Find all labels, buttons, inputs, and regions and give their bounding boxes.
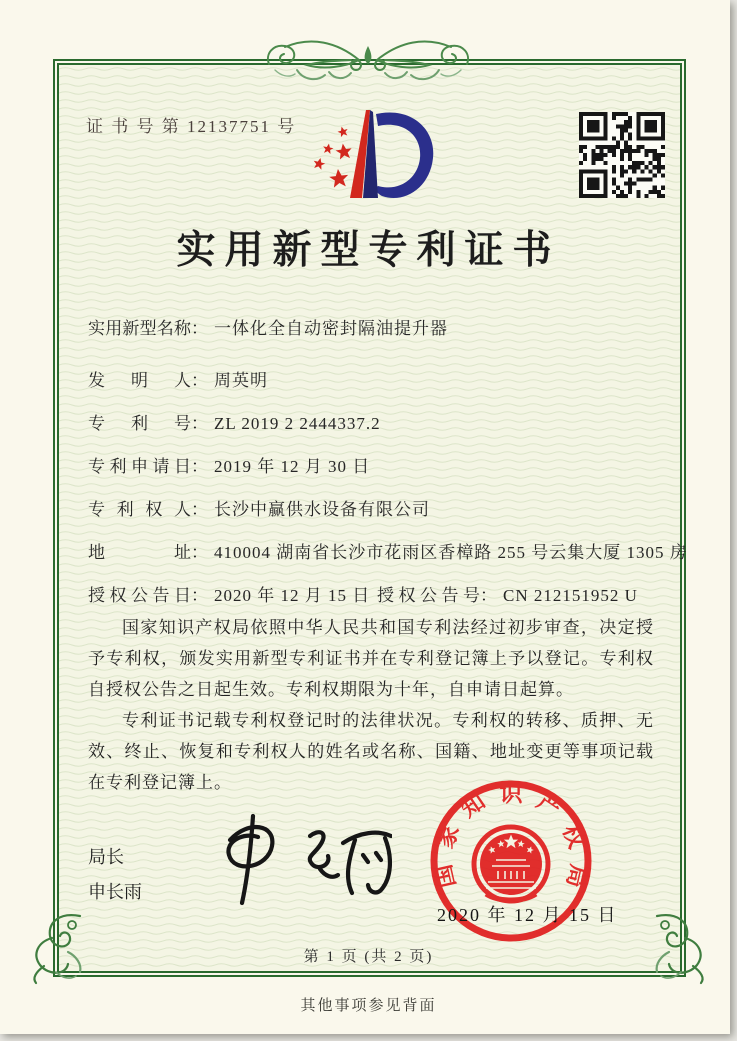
field-value: 2020 年 12 月 15 日 [214,586,371,605]
colon: ： [191,457,208,476]
field-row-utility-model-name [88,314,663,338]
field-row-patentee [88,495,663,519]
colon: ： [191,319,208,338]
colon: ： [191,586,208,605]
back-side-note: 其他事项参见背面 [300,998,437,1014]
director-block [88,840,142,910]
field-label: 专利申请日 [88,457,191,476]
field-row-address [88,538,688,562]
field-value: 一体化全自动密封隔油提升器 [214,319,448,338]
national-emblem-icon [474,827,548,901]
field-value: CN 212151952 U [503,586,638,605]
field-label: 实用新型名称 [88,319,191,338]
field-label: 授权公告日 [88,586,191,605]
certificate-number: 证 书 号 第 12137751 号 [86,117,297,136]
field-label: 专利号 [88,414,191,433]
field-row-patent-number [88,409,663,433]
director-signature-icon [192,806,392,906]
director-name: 申长雨 [88,882,142,902]
colon: ： [480,586,497,605]
colon: ： [191,371,208,390]
grant-seal-date: 2020 年 12 月 15 日 [437,905,618,925]
field-value: 2019 年 12 月 30 日 [214,457,371,476]
field-value: 长沙中赢供水设备有限公司 [214,500,430,519]
field-row-inventor [88,366,663,390]
cnipa-logo-icon [300,102,438,206]
field-value: 410004 湖南省长沙市花雨区香樟路 255 号云集大厦 1305 房 [214,543,688,562]
field-value: 周英明 [214,371,268,390]
seal-ring-text: 国家知识产权局 [430,781,592,891]
field-grant-number [377,581,638,606]
page-number: 第 1 页 (共 2 页) [303,949,434,965]
field-label: 地址 [88,543,191,562]
legal-body-text [88,612,654,798]
field-value: ZL 2019 2 2444337.2 [214,414,381,433]
document-title: 实用新型专利证书 [176,229,561,272]
body-paragraph-1: 国家知识产权局依照中华人民共和国专利法经过初步审查，决定授予专利权，颁发实用新型专利证书并在专利登记簿上予以登记。专利权自授权公告之日起生效。专利权期限为十年，自申请日起算。 [88,618,654,699]
field-list [88,314,688,624]
body-paragraph-2: 专利证书记载专利权登记时的法律状况。专利权的转移、质押、无效、终止、恢复和专利权人的姓名或名称、国籍、地址变更等事项记载在专利登记簿上。 [88,711,654,792]
colon: ： [191,414,208,433]
field-row-application-date [88,452,663,476]
colon: ： [191,543,208,562]
field-label: 授权公告号 [377,586,480,605]
field-label: 发明人 [88,371,191,390]
field-label: 专利权人 [88,500,191,519]
field-row-grant-date-and-number [88,581,663,605]
colon: ： [191,500,208,519]
top-flourish-ornament [263,34,473,90]
director-title: 局长 [88,847,124,867]
qr-code-icon [579,112,665,198]
